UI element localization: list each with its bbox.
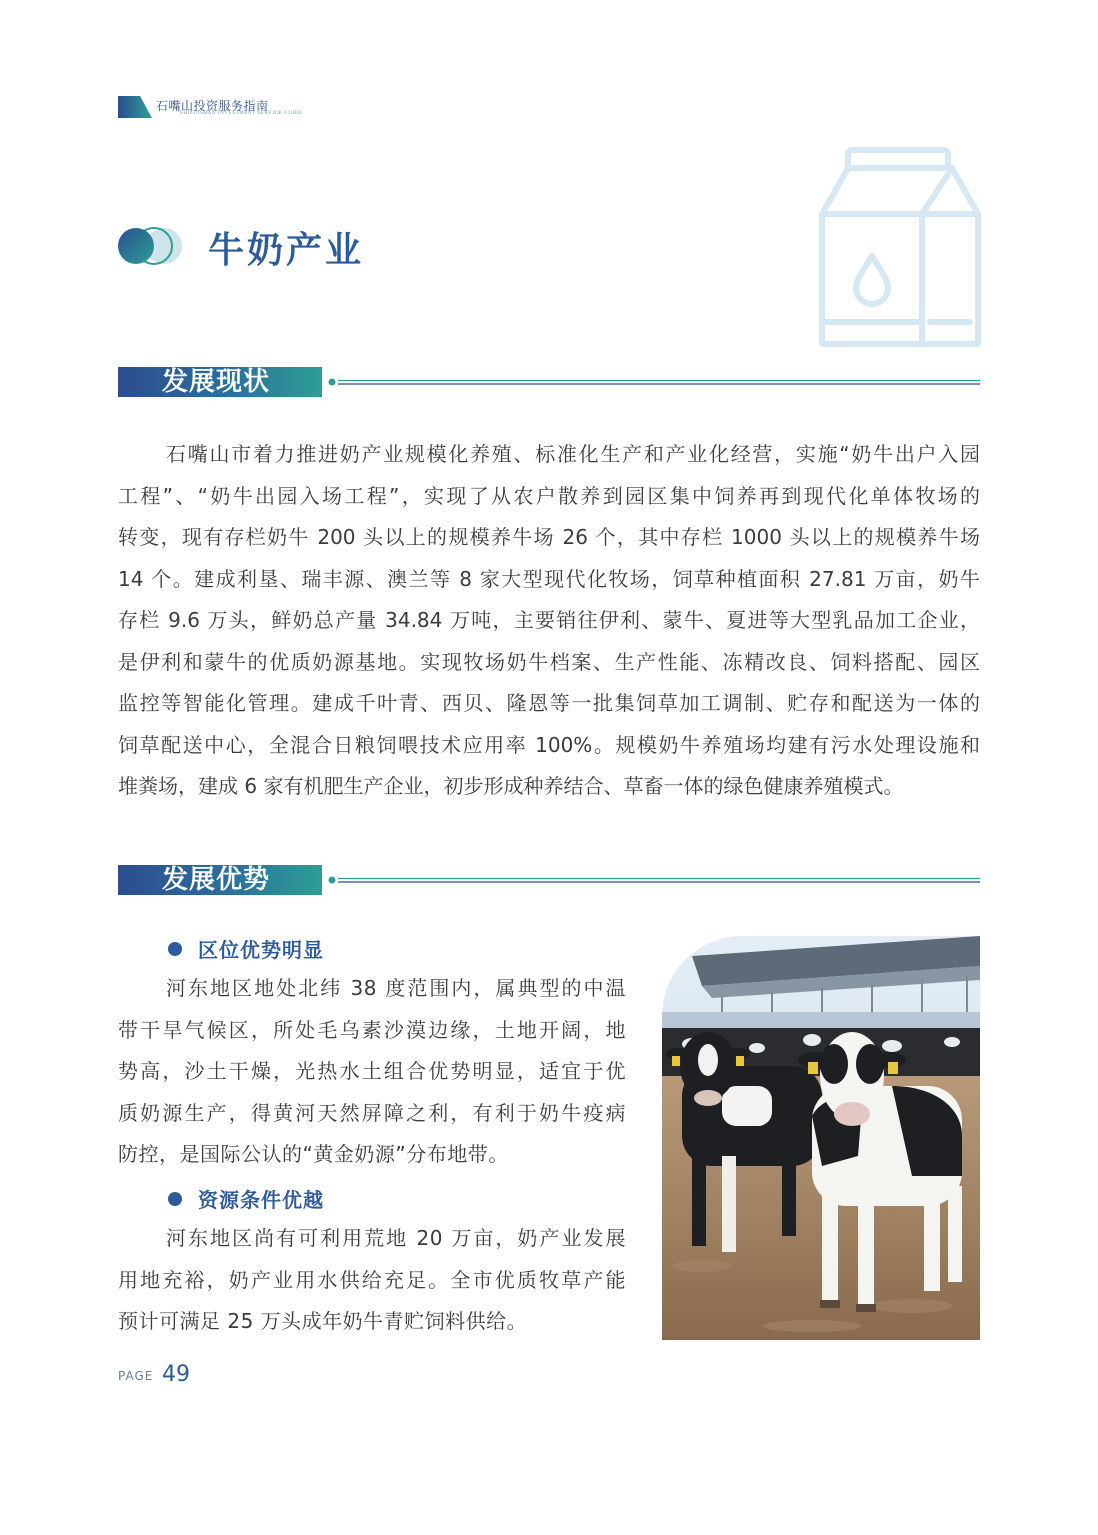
- text-line: 势高，沙土干燥，光热水土组合优势明显，适宜于优: [118, 1059, 626, 1083]
- section-divider: [328, 873, 980, 887]
- cows-photo: [662, 936, 980, 1340]
- milk-carton-icon: [812, 146, 984, 350]
- bullet-dot-icon: [168, 942, 182, 956]
- text-line: 转变，现有存栏奶牛 200 头以上的规模养牛场 26 个，其中存栏 1000 头以上的规模养牛场: [118, 525, 980, 549]
- text-line: 河东地区地处北纬 38 度范围内，属典型的中温: [166, 976, 626, 1000]
- bullet-title: 区位优势明显: [198, 938, 324, 962]
- text-line: 预计可满足 25 万头成年奶牛青贮饲料供给。: [118, 1309, 528, 1333]
- bullet-heading: [168, 1184, 324, 1210]
- text-line: 监控等智能化管理。建成千叶青、西贝、隆恩等一批集饲草加工调制、贮存和配送为一体的: [118, 691, 980, 715]
- chapter-title: 牛奶产业: [208, 229, 365, 271]
- text-line: 带干旱气候区，所处毛乌素沙漠边缘，土地开阔，地: [118, 1017, 626, 1042]
- section-label: [118, 367, 322, 397]
- text-line: 用地充裕，奶产业用水供给充足。全市优质牧草产能: [118, 1267, 626, 1292]
- section-divider: [328, 375, 980, 389]
- text-line: 石嘴山市着力推进奶产业规模化养殖、标准化生产和产业化经营，实施“奶牛出户入园: [166, 442, 980, 466]
- text-line: 河东地区尚有可利用荒地 20 万亩，奶产业发展: [166, 1226, 626, 1250]
- text-line: 质奶源生产，得黄河天然屏障之利，有利于奶牛疫病: [118, 1100, 626, 1125]
- cows-illustration: [662, 936, 980, 1340]
- page-number: 49: [162, 1362, 190, 1387]
- bullet-dot-icon: [168, 1192, 182, 1206]
- text-line: 是伊利和蒙牛的优质奶源基地。实现牧场奶牛档案、生产性能、冻精改良、饲料搭配、园区: [118, 649, 980, 674]
- section-title: 发展优势: [162, 865, 271, 895]
- text-line: 防控，是国际公认的“黄金奶源”分布地带。: [118, 1142, 509, 1166]
- header-subtitle: SHIZUISHAN INVESTMENT SERVICE GUIDE: [180, 111, 303, 116]
- chapter-circles-icon: [116, 226, 184, 266]
- text-line: 堆粪场，建成 6 家有机肥生产企业，初步形成种养结合、草畜一体的绿色健康养殖模式。: [118, 774, 904, 798]
- bullet-heading: [168, 934, 324, 960]
- text-line: 存栏 9.6 万头，鲜奶总产量 34.84 万吨，主要销往伊利、蒙牛、夏进等大型乳品加工企业，: [118, 608, 980, 632]
- section-title: 发展现状: [162, 367, 271, 397]
- section-header-status: [118, 367, 980, 397]
- section-header-advantages: [118, 865, 980, 895]
- status-paragraph: [118, 434, 980, 808]
- text-line: 饲草配送中心，全混合日粮饲喂技术应用率 100%。规模奶牛养殖场均建有污水处理设施和: [118, 732, 980, 757]
- section-label: [118, 865, 322, 895]
- resources-paragraph: [118, 1218, 626, 1343]
- header-title: 石嘴山投资服务指南: [156, 99, 269, 113]
- location-paragraph: [118, 968, 626, 1176]
- brand-logo-icon: [118, 96, 152, 118]
- text-line: 14 个。建成利垦、瑞丰源、澳兰等 8 家大型现代化牧场，饲草种植面积 27.81 万亩，奶牛: [118, 566, 980, 591]
- text-line: 工程”、“奶牛出园入场工程”，实现了从农户散养到园区集中饲养再到现代化单体牧场的: [118, 483, 980, 508]
- bullet-title: 资源条件优越: [198, 1188, 324, 1212]
- page-label: PAGE: [118, 1369, 154, 1383]
